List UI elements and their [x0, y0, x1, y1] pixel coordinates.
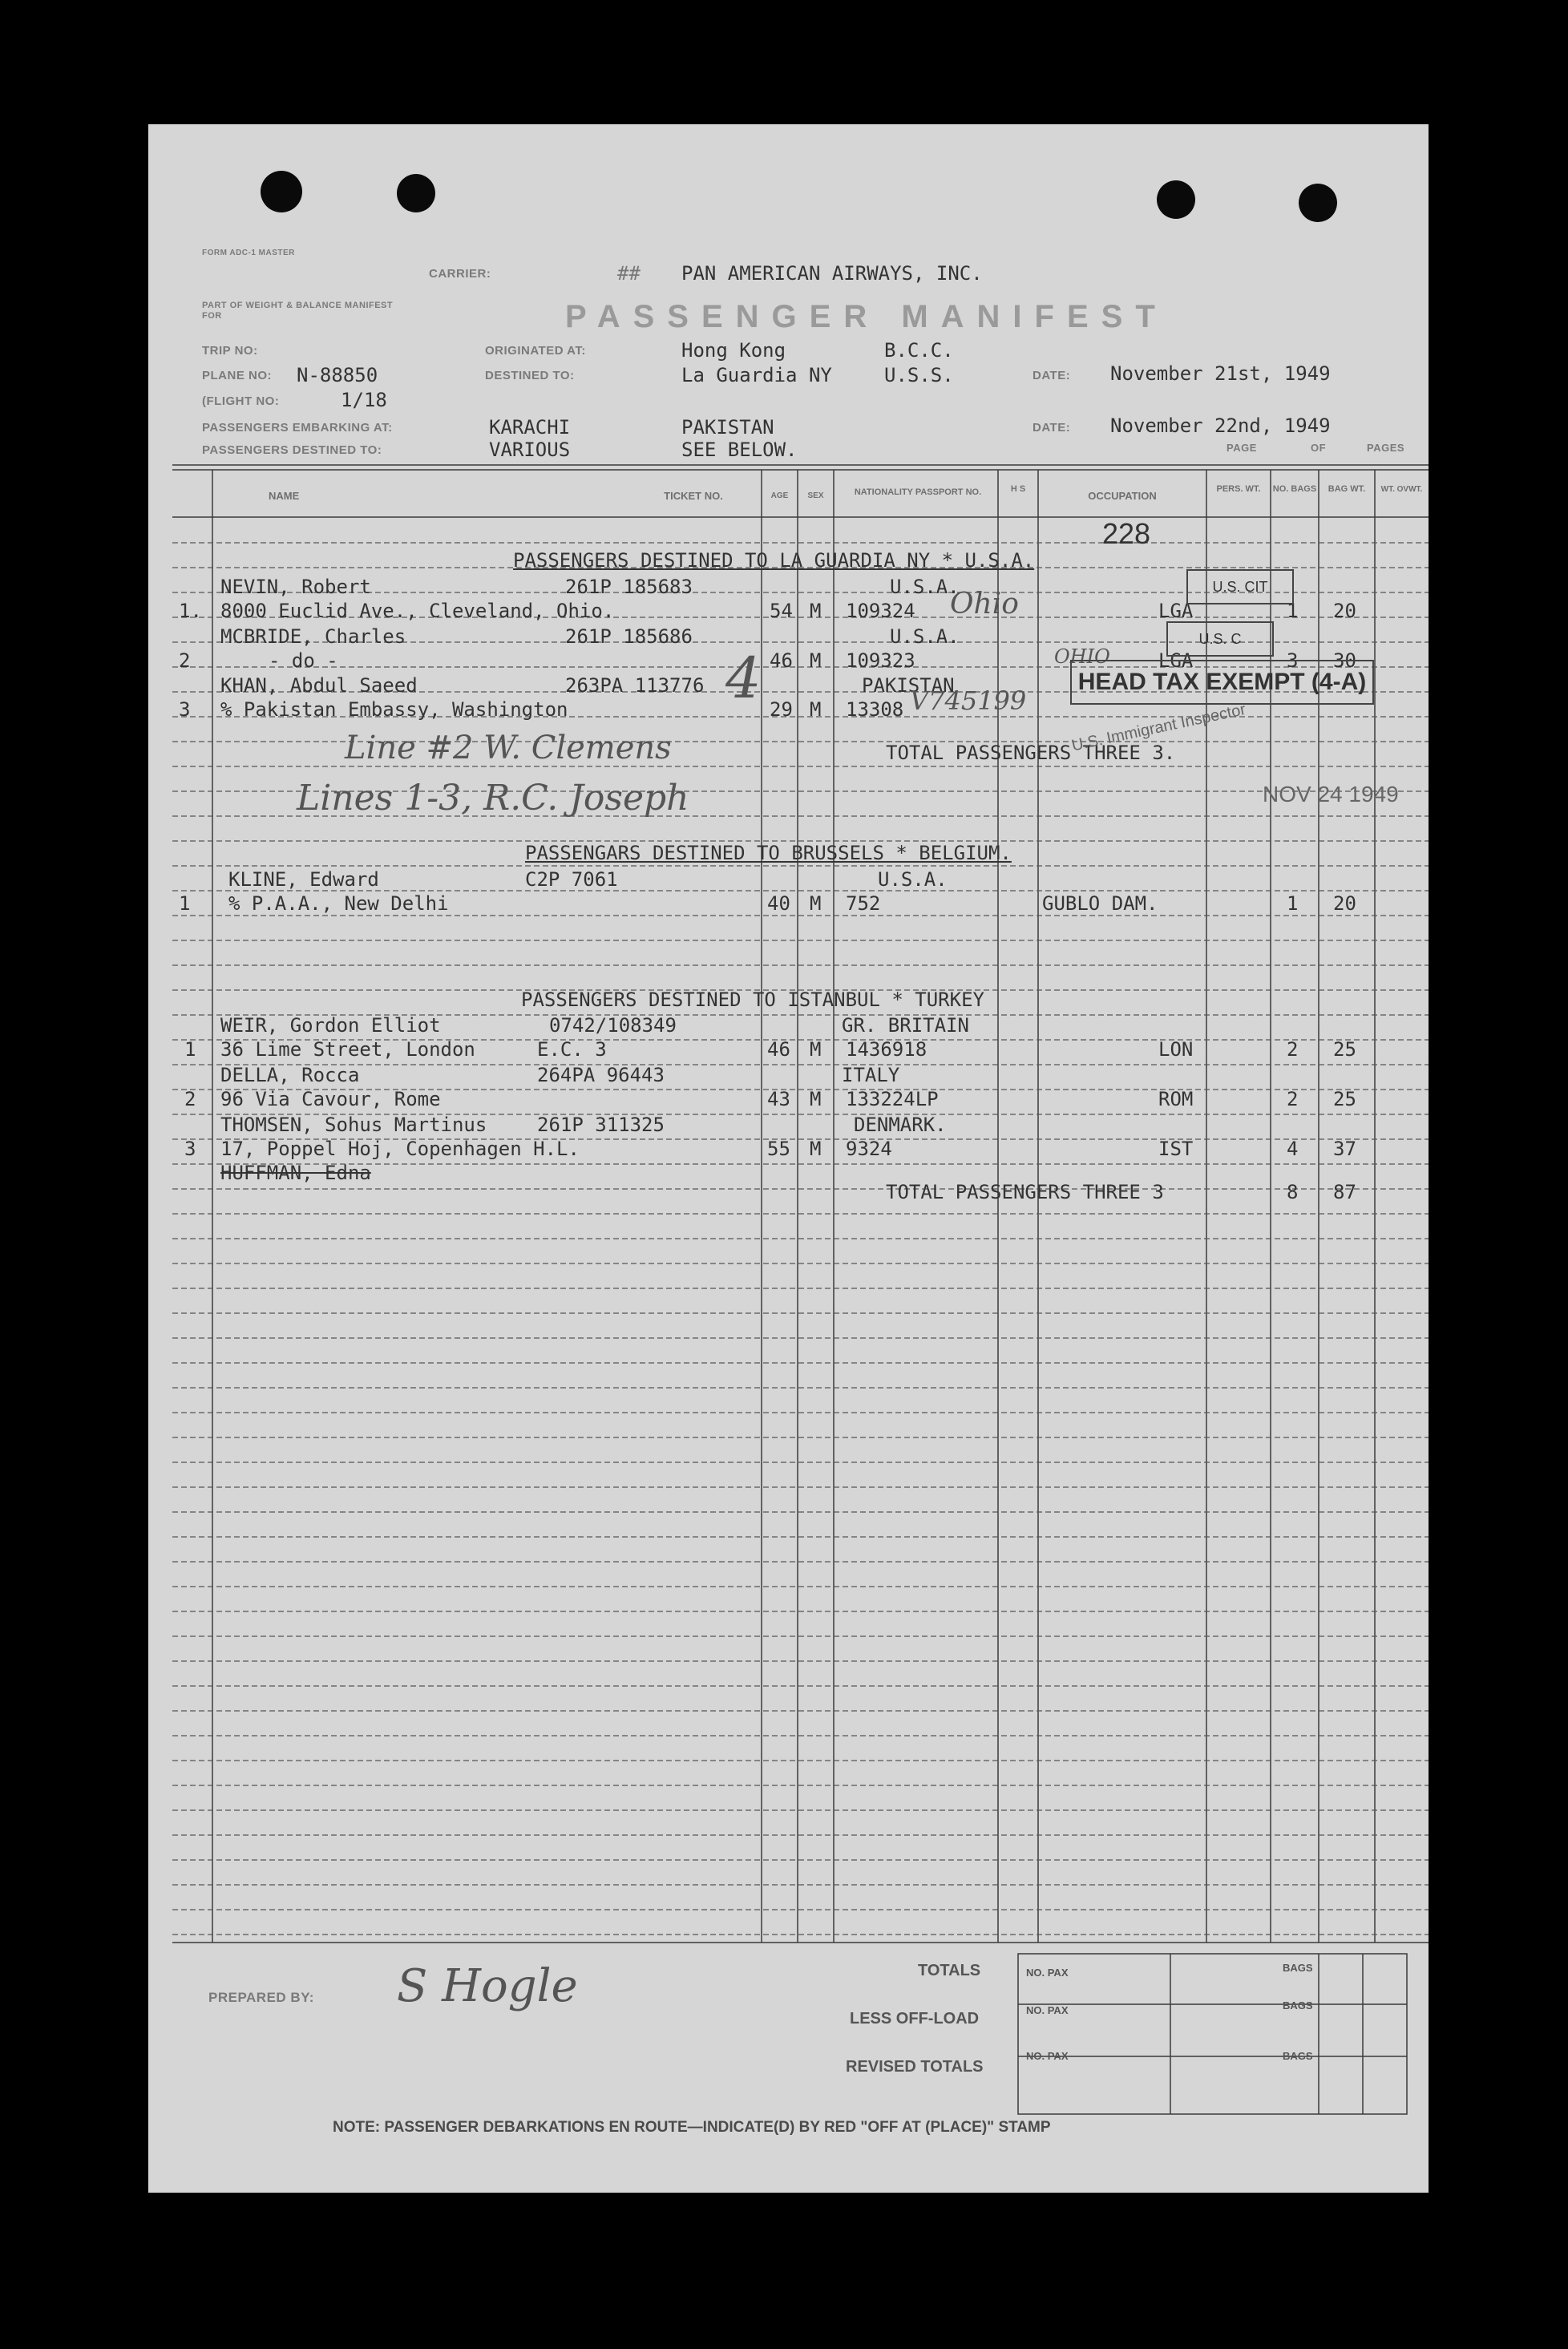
passenger-bag-wt: 30	[1333, 649, 1356, 672]
passenger-bag-wt: 25	[1333, 1038, 1356, 1061]
col-occupation: OCCUPATION	[1088, 490, 1157, 502]
passenger-nationality: ITALY	[842, 1064, 900, 1086]
prepared-by-label: PREPARED BY:	[208, 1990, 314, 2005]
passenger-bag-wt: 37	[1333, 1138, 1356, 1160]
embarking-country: PAKISTAN	[681, 416, 774, 439]
passenger-sex: M	[810, 649, 822, 672]
passenger-bags: 3	[1287, 649, 1299, 672]
of-label: OF	[1311, 442, 1327, 454]
passenger-bag-wt: 20	[1333, 892, 1356, 915]
part-of-label: PART OF WEIGHT & BALANCE MANIFEST FOR	[202, 301, 394, 321]
section-1-total: TOTAL PASSENGERS THREE 3.	[886, 742, 1176, 764]
handwritten-lines-note: Lines 1-3, R.C. Joseph	[297, 778, 689, 819]
col-h: H S	[1010, 484, 1026, 494]
passenger-nationality: U.S.A.	[878, 868, 948, 891]
originated-value: Hong Kong	[681, 339, 786, 362]
col-bag-wt: BAG WT.	[1328, 484, 1366, 494]
passenger-line-no: 1	[184, 1038, 196, 1061]
section-3-total-wt: 87	[1333, 1181, 1356, 1203]
form-number: FORM ADC-1 MASTER	[202, 249, 295, 257]
inspection-date-stamp: NOV 24 1949	[1263, 782, 1399, 807]
handwritten-visa-number: V745199	[910, 685, 1027, 716]
carrier-label: CARRIER:	[429, 267, 491, 281]
section-3-total-bags: 8	[1287, 1181, 1299, 1203]
passenger-address: 96 Via Cavour, Rome	[220, 1088, 441, 1110]
passenger-ticket: 0742/108349	[549, 1014, 677, 1037]
passenger-passport: 109324	[846, 600, 915, 622]
handwritten-ticks: 4	[725, 645, 762, 711]
passenger-passport: 752	[846, 892, 881, 915]
passenger-address: 36 Lime Street, London	[220, 1038, 475, 1061]
passenger-bag-wt: 25	[1333, 1088, 1356, 1110]
passenger-bags: 1	[1287, 892, 1299, 915]
date-label: DATE:	[1033, 369, 1071, 382]
totals-bags-label: BAGS	[1283, 1962, 1313, 1974]
passenger-occupation: ROM	[1158, 1088, 1194, 1110]
passenger-nationality: PAKISTAN	[862, 674, 955, 697]
passenger-occupation: IST	[1158, 1138, 1194, 1160]
col-no-bags: NO. BAGS	[1272, 484, 1317, 494]
passenger-bags: 4	[1287, 1138, 1299, 1160]
section-3-title: PASSENGERS DESTINED TO ISTANBUL * TURKEY	[521, 989, 984, 1011]
passenger-line-no: 3	[184, 1138, 196, 1160]
flight-no-label: (FLIGHT NO:	[202, 394, 280, 408]
trip-no-label: TRIP NO:	[202, 344, 258, 358]
passenger-passport: 109323	[846, 649, 915, 672]
passenger-occupation: LON	[1158, 1038, 1194, 1061]
totals-label: TOTALS	[918, 1962, 981, 1979]
destined-to-country: U.S.S.	[884, 364, 954, 386]
date-value: November 21st, 1949	[1110, 362, 1331, 385]
col-pers-wt: PERS. WT.	[1216, 484, 1261, 494]
passenger-name: WEIR, Gordon Elliot	[220, 1014, 441, 1037]
us-citizen-stamp-2: U.S. C	[1166, 621, 1274, 657]
passenger-name: DELLA, Rocca	[220, 1064, 360, 1086]
less-offload-label: LESS OFF-LOAD	[850, 2010, 980, 2028]
handwritten-ohio: Ohio	[950, 588, 1019, 621]
totals-no-pax-label: NO. PAX	[1026, 1967, 1069, 1979]
col-age: AGE	[770, 491, 789, 500]
page-label: PAGE	[1227, 442, 1257, 454]
pages-label: PAGES	[1367, 442, 1405, 454]
passenger-name: KHAN, Abdul Saeed	[220, 674, 418, 697]
passenger-address: % Pakistan Embassy, Washington	[220, 698, 568, 721]
passenger-name: NEVIN, Robert	[220, 576, 371, 598]
passenger-name: KLINE, Edward	[228, 868, 379, 891]
passenger-age: 40	[767, 892, 790, 915]
passenger-address: 8000 Euclid Ave., Cleveland, Ohio.	[220, 600, 615, 622]
passenger-age: 43	[767, 1088, 790, 1110]
passenger-sex: M	[810, 892, 822, 915]
passenger-occupation: GUBLO DAM.	[1042, 892, 1158, 915]
passenger-occupation: LGA	[1158, 649, 1194, 672]
col-nationality: NATIONALITY PASSPORT NO.	[854, 487, 982, 497]
preparer-signature: S Hogle	[397, 1960, 578, 2012]
passenger-occupation: LGA	[1158, 600, 1194, 622]
passenger-age: 46	[767, 1038, 790, 1061]
passenger-name: THOMSEN, Sohus Martinus	[220, 1114, 487, 1136]
revised-no-pax-label: NO. PAX	[1026, 2050, 1069, 2062]
offload-no-pax-label: NO. PAX	[1026, 2004, 1069, 2016]
passenger-address: 17, Poppel Hoj, Copenhagen H.L.	[220, 1138, 580, 1160]
col-sex: SEX	[807, 491, 824, 500]
passenger-ticket: C2P 7061	[525, 868, 618, 891]
destined-passengers-value: VARIOUS	[489, 439, 571, 461]
passenger-sex: M	[810, 1138, 822, 1160]
originated-country: B.C.C.	[884, 339, 954, 362]
passenger-nationality: U.S.A.	[890, 576, 960, 598]
passenger-name-struck: HUFFMAN, Edna	[220, 1162, 371, 1184]
passenger-age: 46	[770, 649, 793, 672]
passenger-address: - do -	[269, 649, 338, 672]
carrier-value: PAN AMERICAN AIRWAYS, INC.	[681, 262, 983, 285]
footer-note: NOTE: PASSENGER DEBARKATIONS EN ROUTE—INDICATE(D) BY RED "OFF AT (PLACE)" STAMP	[333, 2119, 1051, 2136]
passenger-sex: M	[810, 698, 822, 721]
passenger-age: 29	[770, 698, 793, 721]
destined-passengers-note: SEE BELOW.	[681, 439, 798, 461]
plane-no-value: N-88850	[297, 364, 378, 386]
manifest-sheet	[148, 124, 1429, 2193]
passenger-passport: 13308	[846, 698, 904, 721]
passenger-bags: 2	[1287, 1038, 1299, 1061]
passenger-bags: 2	[1287, 1088, 1299, 1110]
passenger-ticket-2: E.C. 3	[537, 1038, 607, 1061]
passenger-passport: 9324	[846, 1138, 892, 1160]
passenger-passport: 1436918	[846, 1038, 927, 1061]
passenger-age: 54	[770, 600, 793, 622]
handwritten-ohio-2: OHIO	[1054, 645, 1110, 668]
col-name: NAME	[269, 490, 300, 502]
destined-to-value: La Guardia NY	[681, 364, 832, 386]
passenger-ticket: 263PA 113776	[565, 674, 705, 697]
passenger-line-no: 1.	[179, 600, 202, 622]
passenger-sex: M	[810, 1088, 822, 1110]
passenger-sex: M	[810, 600, 822, 622]
us-citizen-stamp: U.S. CIT	[1186, 569, 1294, 604]
passenger-name: MCBRIDE, Charles	[220, 625, 406, 648]
handwritten-line2-note: Line #2 W. Clemens	[345, 730, 672, 766]
passenger-bags: 1	[1287, 600, 1299, 622]
immigrant-inspector-stamp: U.S. Immigrant Inspector	[1070, 701, 1247, 755]
carrier-mark: ##	[617, 262, 641, 285]
date2-value: November 22nd, 1949	[1110, 414, 1331, 437]
passenger-ticket: 261P 311325	[537, 1114, 665, 1136]
section-3-total: TOTAL PASSENGERS THREE 3	[886, 1181, 1164, 1203]
flight-no-value: 1/18	[341, 389, 387, 411]
passenger-line-no: 1	[179, 892, 191, 915]
destined-to-label: DESTINED TO:	[485, 369, 575, 382]
embarking-value: KARACHI	[489, 416, 571, 439]
offload-bags-label: BAGS	[1283, 1999, 1313, 2011]
col-wt-ovwt: WT. OVWT.	[1380, 485, 1423, 494]
passenger-line-no: 3	[179, 698, 191, 721]
date2-label: DATE:	[1033, 421, 1071, 435]
passenger-address: % P.A.A., New Delhi	[228, 892, 449, 915]
embarking-label: PASSENGERS EMBARKING AT:	[202, 421, 393, 435]
page-number-stamp: 228	[1102, 517, 1151, 550]
revised-bags-label: BAGS	[1283, 2050, 1313, 2062]
section-1-title: PASSENGERS DESTINED TO LA GUARDIA NY * U.S.A.	[513, 549, 1035, 572]
passenger-sex: M	[810, 1038, 822, 1061]
passenger-line-no: 2	[184, 1088, 196, 1110]
passenger-age: 55	[767, 1138, 790, 1160]
passenger-ticket: 264PA 96443	[537, 1064, 665, 1086]
originated-label: ORIGINATED AT:	[485, 344, 586, 358]
passenger-passport: 133224LP	[846, 1088, 939, 1110]
section-2-title: PASSENGARS DESTINED TO BRUSSELS * BELGIUM.	[525, 842, 1012, 864]
passenger-ticket: 261P 185686	[565, 625, 693, 648]
passenger-nationality: GR. BRITAIN	[842, 1014, 969, 1037]
revised-totals-label: REVISED TOTALS	[846, 2058, 984, 2076]
destined-passengers-label: PASSENGERS DESTINED TO:	[202, 443, 382, 457]
passenger-nationality: DENMARK.	[854, 1114, 947, 1136]
passenger-line-no: 2	[179, 649, 191, 672]
passenger-bag-wt: 20	[1333, 600, 1356, 622]
col-ticket: TICKET NO.	[664, 490, 723, 502]
plane-no-label: PLANE NO:	[202, 369, 272, 382]
passenger-nationality: U.S.A.	[890, 625, 960, 648]
passenger-ticket: 261P 185683	[565, 576, 693, 598]
form-title: PASSENGER MANIFEST	[565, 299, 1168, 334]
head-tax-exempt-stamp: HEAD TAX EXEMPT (4-A)	[1070, 660, 1374, 705]
